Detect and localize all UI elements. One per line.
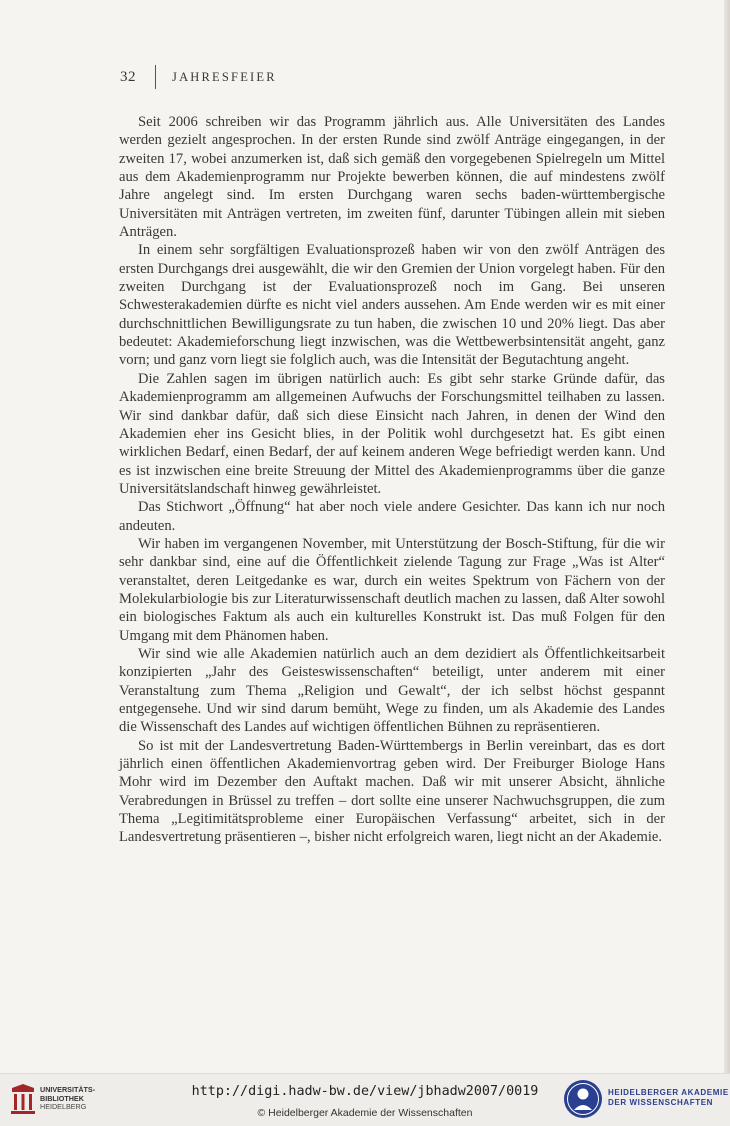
library-name: [40, 1086, 95, 1112]
page-number: 32: [120, 68, 136, 85]
permalink-url[interactable]: http://digi.hadw-bw.de/view/jbhadw2007/0019: [191, 1084, 539, 1099]
paragraph: Die Zahlen sagen im übrigen natürlich auch: Es gibt sehr starke Gründe dafür, das Akademienprogramm am allgemeinen Aufwuchs der Forschungsmittel teilhaben zu lassen. Wir sind dankbar dafür, daß sich diese Einsicht nach Jahren, in denen der Wind den Akademien eher ins Gesicht blies, in der Politik wohl durchgesetzt hat. Es gibt einen wirklichen Bedarf, einen Bedarf, der auf keinem anderen Wege befriedigt werden kann. Und es ist inzwischen eine breite Streuung der Mittel des Akademienprogramms über die ganze Universitätslandschaft hinweg gewährleistet.: [119, 370, 665, 497]
paragraph: Wir sind wie alle Akademien natürlich auch an dem dezidiert als Öffentlichkeitsarbeit konzipierten „Jahr des Geisteswissenschaften“ beteiligt, unter anderem mit einer Veranstaltung zum Thema „Religion und Gewalt“, der ich selbst höchst gespannt entgegensehe. Und wir sind darum bemüht, Wege zu finden, um als Akademie des Landes die Wissenschaft des Landes auf wichtigen öffentlichen Bühnen zu repräsentieren.: [119, 645, 665, 736]
running-title: JAHRESFEIER: [172, 69, 277, 84]
paragraph: In einem sehr sorgfältigen Evaluationsprozeß haben wir von den zwölf Anträgen des ersten Durchgangs drei ausgewählt, die wir den Gremien der Union vorgelegt haben. Für den zweiten Durchgang ist der Evaluationsprozeß noch im Gang. Bei unseren Schwesterakademien dürfte es nicht viel anders aussehen. Am Ende werden wir es mit einer durchschnittlichen Bewilligungsrate zu tun haben, die zwischen 10 und 20% liegt. Das aber bedeutet: Akademieforschung liegt inzwischen, was die Wettbewerbsintensität angeht, ganz vorn; und ganz vorn liegt sie folglich auch, was die Intensität der Begutachtung angeht.: [119, 242, 665, 369]
paragraph: Seit 2006 schreiben wir das Programm jährlich aus. Alle Universitäten des Landes werden gezielt angesprochen. In der ersten Runde sind zwölf Anträge eingegangen, in der zweiten 17, wobei anzumerken ist, daß sich gemäß den vorgegebenen Spielregeln um Mittel aus dem Akademienprogramm nur Projekte bewerben können, die auf mindestens zwölf Jahre angelegt sind. Im ersten Durchgang waren sechs baden-württembergische Universitäten mit Anträgen vertreten, im zweiten fünf, darunter Tübingen allein mit sieben Anträgen.: [119, 114, 665, 241]
library-name-line: UNIVERSITÄTS-: [40, 1085, 96, 1094]
paragraph: Wir haben im vergangenen November, mit Unterstützung der Bosch-Stiftung, für die wir sehr dankbar sind, eine auf die Öffentlichkeit zielende Tagung zur Frage „Was ist Alter“ veranstaltet, deren Leitgedanke es war, durch ein weites Spektrum von Fächern von der Molekularbiologie bis zur Literaturwissenschaft deutlich machen zu lassen, daß Alter sowohl ein biologisches Faktum als auch ein kulturelles Konstrukt ist. Das muß Folgen für den Umgang mit dem Phänomen haben.: [119, 535, 665, 644]
copyright-notice: © Heidelberger Akademie der Wissenschaften: [257, 1107, 473, 1119]
paragraph: So ist mit der Landesvertretung Baden-Württembergs in Berlin vereinbart, das es dort jährlich einen öffentlichen Akademienvortrag geben wird. Der Freiburger Biologe Hans Mohr wird im Dezember den Auftakt machen. Daß wir mit unserer Absicht, ähnliche Verabredungen in Brüssel zu treffen – dort sollte eine unserer Nachwuchsgruppen, die zum Thema „Legitimitätsprobleme einer Europäischen Verfassung“ arbeitet, sich in der Landesvertretung präsentieren –, bisher nicht erfolgreich waren, liegt nicht an der Akademie.: [119, 737, 665, 846]
footer-bar: [0, 1073, 730, 1126]
academy-name-line: HEIDELBERGER AKADEMIE: [608, 1088, 729, 1097]
header-divider: [155, 65, 156, 89]
university-library-logo-icon: [9, 1082, 37, 1118]
paragraph: Das Stichwort „Öffnung“ hat aber noch viele andere Gesichter. Das kann ich nur noch andeuten.: [119, 499, 665, 534]
academy-name-line: DER WISSENSCHAFTEN: [608, 1098, 714, 1107]
body-text: [119, 113, 665, 847]
running-header: [120, 66, 277, 88]
academy-seal-icon: [563, 1079, 603, 1119]
page-edge: [724, 0, 730, 1073]
academy-name: [608, 1088, 729, 1108]
library-name-line: BIBLIOTHEK: [40, 1093, 84, 1103]
library-name-line: HEIDELBERG: [40, 1102, 87, 1111]
